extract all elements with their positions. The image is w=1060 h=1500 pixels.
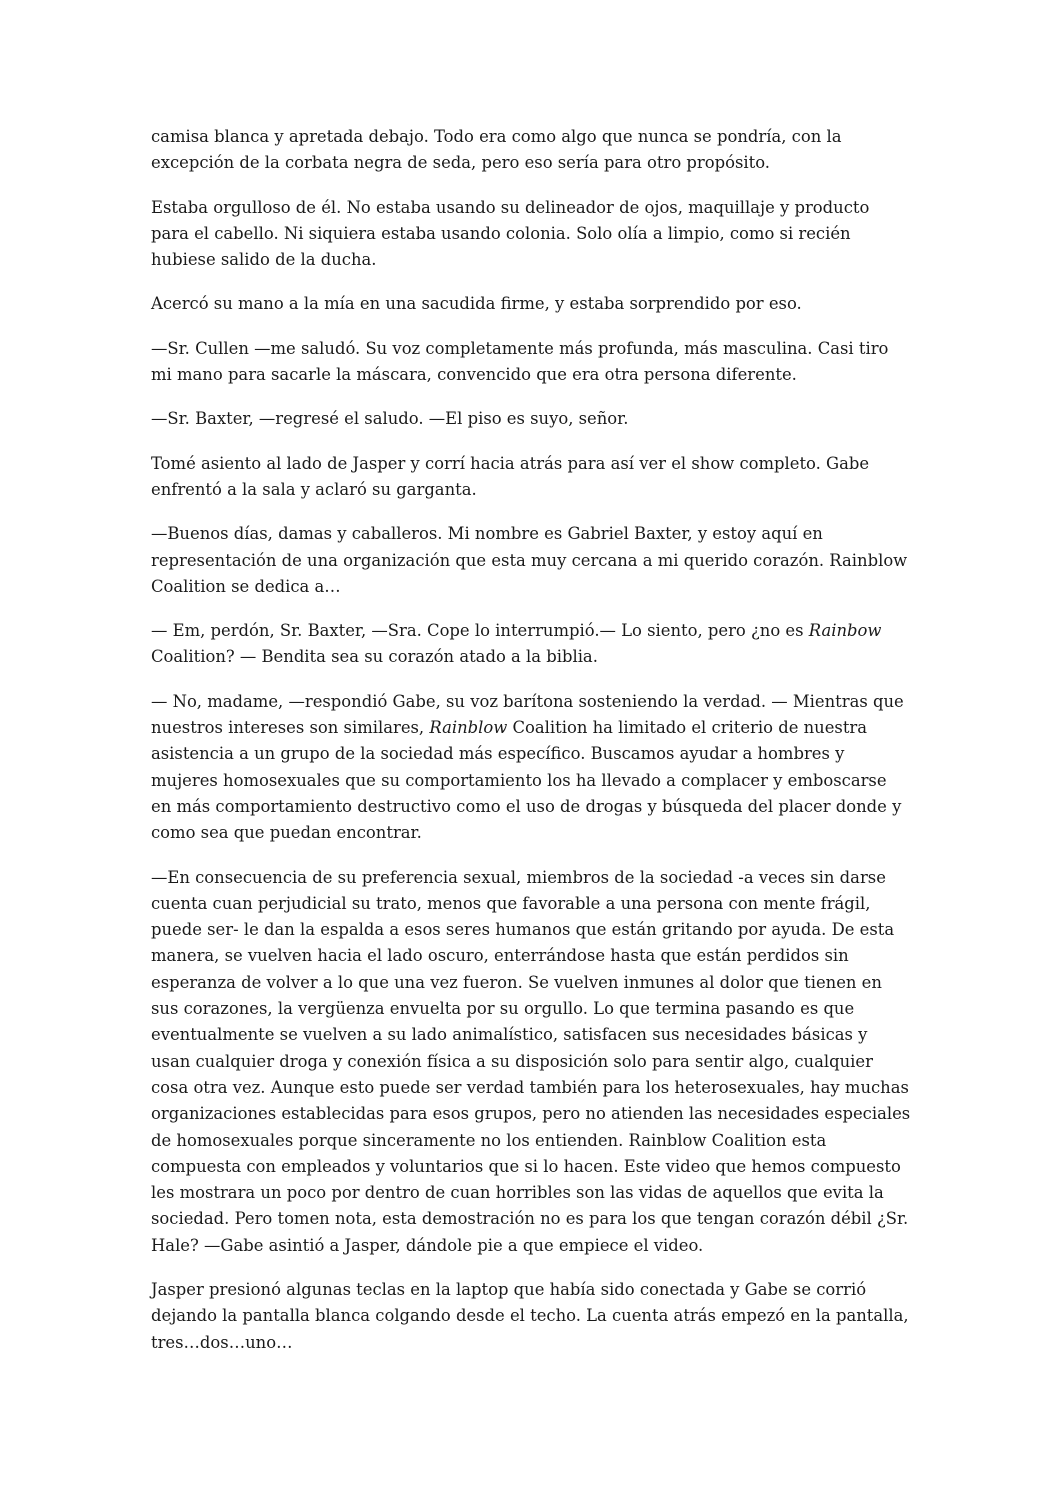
paragraph [151,291,911,317]
paragraph-text: —Buenos días, damas y caballeros. Mi nombre es Gabriel Baxter, y estoy aquí en representación de una organización que esta muy cercana a mi querido corazón. Rainblow Coalition se dedica a… [151,524,908,596]
paragraph-text: Coalition? — Bendita sea su corazón atado a la biblia. [151,647,598,667]
paragraph-text: Tomé asiento al lado de Jasper y corrí hacia atrás para así ver el show completo. Gabe enfrentó a la sala y aclaró su garganta. [151,453,870,499]
paragraph-text: — Em, perdón, Sr. Baxter, —Sra. Cope lo interrumpió.— Lo siento, pero ¿no es [151,621,809,641]
paragraph-text: —Sr. Cullen —me saludó. Su voz completamente más profunda, más masculina. Casi tiro mi mano para sacarle la máscara, convencido que era otra persona diferente. [151,338,889,385]
paragraph-text: Jasper presionó algunas teclas en la laptop que había sido conectada y Gabe se corrió dejando la pantalla blanca colgando desde el techo. La cuenta atrás empezó en la pantalla, tres…dos…uno… [151,1279,909,1352]
paragraph-text: camisa blanca y apretada debajo. Todo era como algo que nunca se pondría, con la excepción de la corbata negra de seda, pero eso sería para otro propósito. [151,127,842,173]
paragraph [151,618,911,671]
paragraph [151,521,911,600]
italic-text: Rainblow [429,718,508,738]
paragraph [151,195,911,274]
paragraph-text: —En consecuencia de su preferencia sexual, miembros de la sociedad -a veces sin darse cuenta cuan perjudicial su trato, menos que favorable a una persona con mente frágil, puede ser- le dan la espalda a esos seres humanos que están gritando por ayuda. De esta manera, se vuelven hacia el lado oscuro, enterrándose hasta que están perdidos sin esperanza de volver a lo que una vez fueron. Se vuelven inmunes al dolor que tienen en sus corazones, la vergüenza envuelta por su orgullo. Lo que termina pasando es que eventualmente se vuelven a su lado animalístico, satisfacen sus necesidades básicas y usan cualquier droga y conexión física a su disposición solo para sentir algo, cualquier cosa otra vez. Aunque esto puede ser verdad también para los heterosexuales, hay muchas organizaciones establecidas para esos grupos, pero no atienden las necesidades especiales de homosexuales porque sinceramente no los entienden. Rainblow Coalition esta compuesta con empleados y voluntarios que si lo hacen. Este video que hemos compuesto les mostrara un poco por dentro de cuan horribles son las vidas de aquellos que evita la sociedad. Pero tomen nota, esta demostración no es para los que tengan corazón débil ¿Sr. Hale? —Gabe asintió a Jasper, dándole pie a que empiece el video. [151,867,911,1255]
paragraph-text: — No, madame, —respondió Gabe, su voz barítona sosteniendo la verdad. — Mientras que nuestros intereses son similares, [151,691,904,738]
italic-text: Rainbow [808,621,882,641]
body-text [151,124,911,1374]
paragraph-text: —Sr. Baxter, —regresé el saludo. —El piso es suyo, señor. [151,409,629,429]
paragraph-text: Coalition ha limitado el criterio de nuestra asistencia a un grupo de la sociedad más específico. Buscamos ayudar a hombres y mujeres homosexuales que su comportamiento los ha llevado a complacer y emboscarse en más comportamiento destructivo como el uso de drogas y búsqueda del placer donde y como sea que puedan encontrar. [151,718,902,843]
paragraph [151,336,911,389]
paragraph [151,865,911,1259]
paragraph-text: Acercó su mano a la mía en una sacudida firme, y estaba sorprendido por eso. [151,294,802,314]
paragraph [151,1277,911,1356]
paragraph [151,451,911,504]
paragraph [151,406,911,432]
paragraph-text: Estaba orgulloso de él. No estaba usando su delineador de ojos, maquillaje y producto para el cabello. Ni siquiera estaba usando colonia. Solo olía a limpio, como si recién hubiese salido de la ducha. [151,197,870,270]
paragraph [151,689,911,847]
paragraph [151,124,911,177]
